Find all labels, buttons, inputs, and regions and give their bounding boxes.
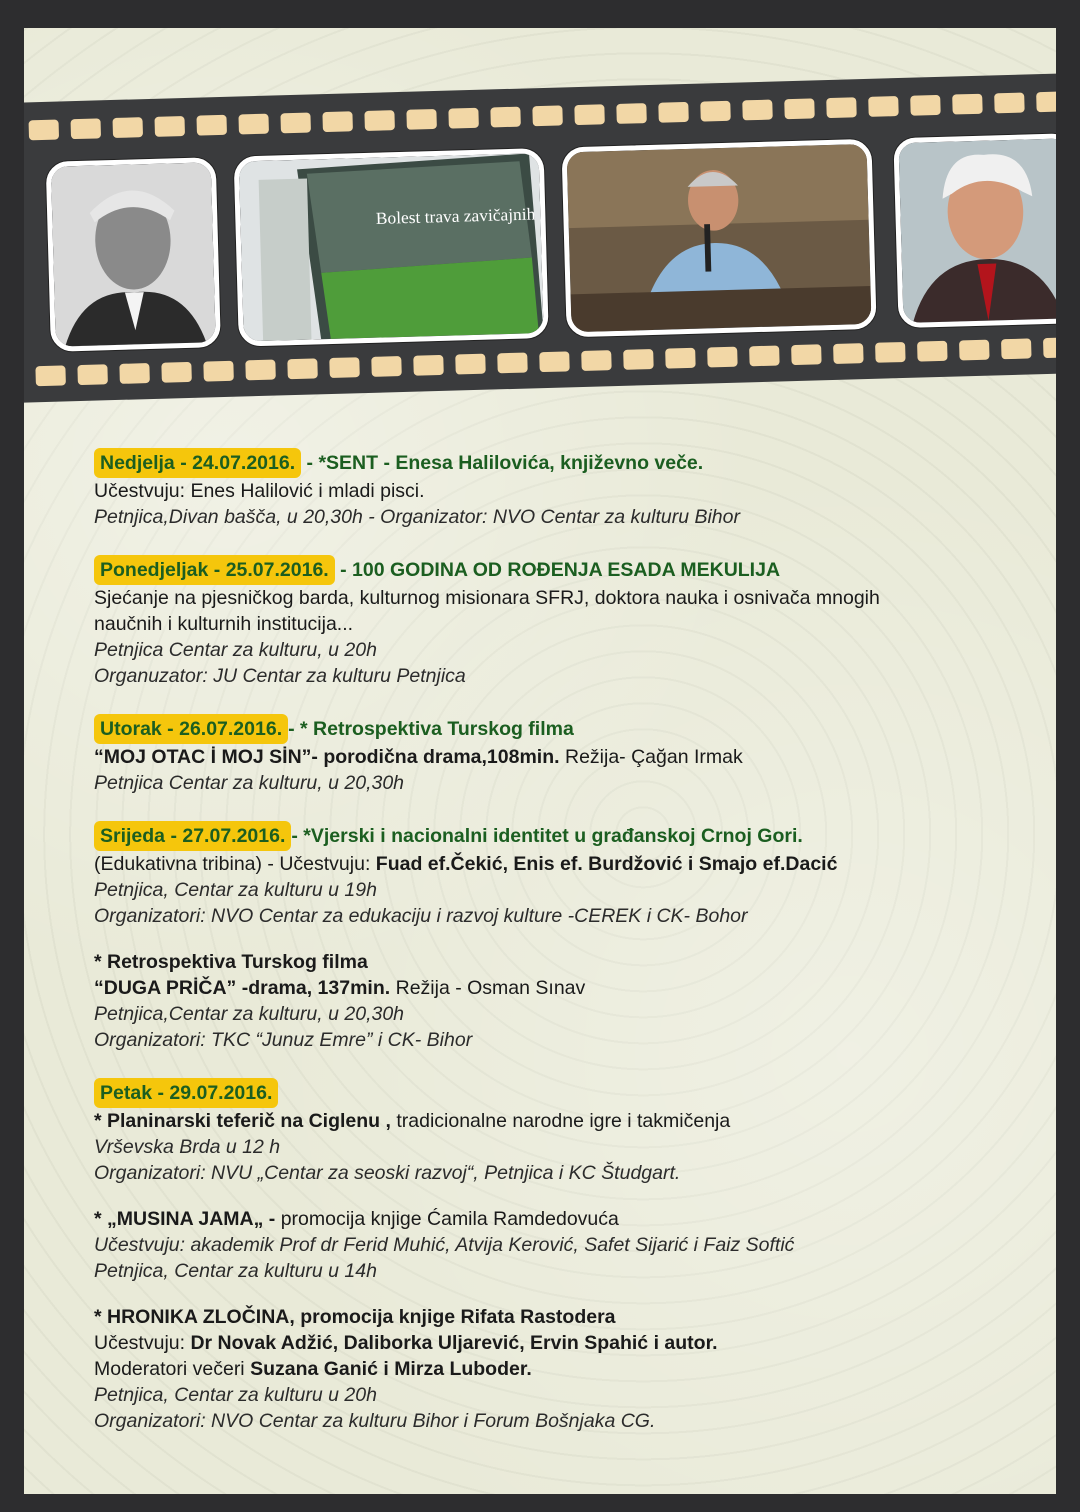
film-hole (826, 97, 857, 118)
book-cover-title: Bolest trava zavičajnih (375, 204, 536, 228)
event-location: Petnjica,Divan bašča, u 20,30h - Organizator: NVO Centar za kulturu Bihor (94, 506, 740, 528)
portrait-photo-1 (46, 157, 221, 352)
film-hole (665, 348, 696, 369)
event-book-promo-2 (94, 1304, 1014, 1434)
film-holes-top (24, 91, 1056, 143)
film-hole (658, 102, 689, 123)
event-organizer: Organizatori: NVO Centar za kulturu Bihor i Forum Bošnjaka CG. (94, 1410, 656, 1432)
film-hole (875, 342, 906, 363)
event-participants: Učestvuju: akademik Prof dr Ferid Muhić, Atvija Kerović, Safet Sijarić i Faiz Softić (94, 1234, 795, 1256)
film-hole (280, 112, 311, 133)
event-location: Petnjica, Centar za kulturu u 14h (94, 1260, 377, 1282)
film-hole (154, 116, 185, 137)
film-hole (238, 114, 269, 135)
film-hole (539, 351, 570, 372)
film-hole (287, 358, 318, 379)
film-hole (70, 118, 101, 139)
film-hole (448, 108, 479, 129)
event-location: Petnjica,Centar za kulturu, u 20,30h (94, 1003, 405, 1025)
day-badge: Petak - 29.07.2016. (94, 1078, 278, 1108)
film-hole (196, 115, 227, 136)
film-hole (910, 95, 941, 116)
event-moderators: Suzana Ganić i Mirza Luboder. (250, 1358, 532, 1380)
event-participants: Učestvuju: Enes Halilović i mladi pisci. (94, 480, 425, 502)
event-list (94, 448, 1014, 1459)
event-title: - * Retrospektiva Turskog filma (288, 718, 574, 740)
day-badge: Ponedjeljak - 25.07.2016. (94, 555, 335, 585)
event-organizer: Organizatori: NVO Centar za edukaciju i razvoj kulture -CEREK i CK- Bohor (94, 905, 748, 927)
film-hole (623, 349, 654, 370)
film-hole (371, 356, 402, 377)
film-hole (77, 364, 108, 385)
event-participants: Fuad ef.Čekić, Enis ef. Burdžović i Smajo ef.Dacić (375, 853, 838, 875)
event-description-cont: naučnih i kulturnih institucija... (94, 613, 354, 635)
film-hole (784, 98, 815, 119)
event-title: - *SENT - Enesa Halilovića, književno veče. (301, 452, 704, 474)
film-hole (574, 104, 605, 125)
film-hole (616, 103, 647, 124)
film-hole (742, 100, 773, 121)
event-location: Petnjica Centar za kulturu, u 20,30h (94, 772, 405, 794)
event-location: Petnjica, Centar za kulturu u 19h (94, 879, 377, 901)
event-participants: Dr Novak Adžić, Daliborka Uljarević, Ervin Spahić i autor. (190, 1332, 718, 1354)
film-hole (161, 362, 192, 383)
film-hole (749, 345, 780, 366)
film-hole (364, 110, 395, 131)
film-hole (490, 107, 521, 128)
event-friday (94, 1078, 1014, 1186)
event-heading: * Retrospektiva Turskog filma (94, 951, 368, 973)
film-hole (406, 109, 437, 130)
event-sunday (94, 448, 1014, 530)
film-hole (455, 354, 486, 375)
film-hole (29, 120, 60, 141)
film-title: “DUGA PRİČA” -drama, 137min. (94, 977, 391, 999)
event-organizer: Organizatori: TKC “Junuz Emre” i CK- Bihor (94, 1029, 473, 1051)
event-wednesday (94, 821, 1014, 929)
event-heading: * „MUSINA JAMA„ - (94, 1208, 276, 1230)
day-badge: Utorak - 26.07.2016. (94, 714, 288, 744)
event-book-promo-1 (94, 1206, 1014, 1284)
event-monday (94, 555, 1014, 689)
film-hole (707, 347, 738, 368)
event-participants-label: (Edukativna tribina) - Učestvuju: (94, 853, 376, 875)
event-title: - *Vjerski i nacionalni identitet u građanskoj Crnoj Gori. (291, 825, 803, 847)
event-participants-label: Učestvuju: (94, 1332, 191, 1354)
film-director: Režija- Çağan Irmak (559, 746, 743, 768)
day-badge: Srijeda - 27.07.2016. (94, 821, 291, 851)
film-hole (952, 94, 983, 115)
event-wednesday-film (94, 949, 1014, 1053)
film-hole (1043, 337, 1056, 358)
event-heading-rest: promocija knjige Ćamila Ramdedovuća (275, 1208, 619, 1230)
event-heading: * Planinarski teferič na Ciglenu , (94, 1110, 391, 1132)
program-page (24, 28, 1056, 1494)
event-moderators-label: Moderatori večeri (94, 1358, 251, 1380)
film-hole (994, 93, 1025, 114)
film-hole (322, 111, 353, 132)
film-hole (700, 101, 731, 122)
film-hole (1036, 91, 1056, 112)
event-title: - 100 GODINA OD ROĐENJA ESADA MEKULIJA (334, 559, 781, 581)
film-hole (112, 117, 143, 138)
film-hole (581, 350, 612, 371)
film-hole (245, 360, 276, 381)
event-heading-rest: tradicionalne narodne igre i takmičenja (390, 1110, 731, 1132)
film-hole (497, 353, 528, 374)
event-location: Petnjica Centar za kulturu, u 20h (94, 639, 377, 661)
event-organizer: Organizatori: NVU „Centar za seoski razvoj“, Petnjica i KC Študgart. (94, 1162, 681, 1184)
portrait-photo-2 (893, 133, 1056, 328)
event-location: Petnjica, Centar za kulturu u 20h (94, 1384, 377, 1406)
event-description: Sjećanje na pjesničkog barda, kulturnog misionara SFRJ, doktora nauka i osnivača mnogih (94, 587, 880, 609)
film-hole (1001, 338, 1032, 359)
event-location: Vrševska Brda u 12 h (94, 1136, 281, 1158)
film-hole (791, 344, 822, 365)
speaker-photo (561, 139, 876, 338)
event-tuesday (94, 714, 1014, 796)
day-badge: Nedjelja - 24.07.2016. (94, 448, 301, 478)
film-hole (917, 341, 948, 362)
film-title: “MOJ OTAC İ MOJ SİN”- porodična drama,108min. (94, 746, 560, 768)
film-hole (119, 363, 150, 384)
film-hole (833, 343, 864, 364)
film-hole (329, 357, 360, 378)
film-hole (868, 96, 899, 117)
event-heading: * HRONIKA ZLOČINA, promocija knjige Rifata Rastodera (94, 1306, 616, 1328)
film-director: Režija - Osman Sınav (390, 977, 586, 999)
film-hole (413, 355, 444, 376)
film-hole (532, 105, 563, 126)
film-hole (959, 340, 990, 361)
event-organizer: Organuzator: JU Centar za kulturu Petnjica (94, 665, 466, 687)
film-strip (24, 72, 1056, 403)
book-photo (234, 148, 549, 347)
film-hole (35, 365, 66, 386)
film-hole (203, 361, 234, 382)
